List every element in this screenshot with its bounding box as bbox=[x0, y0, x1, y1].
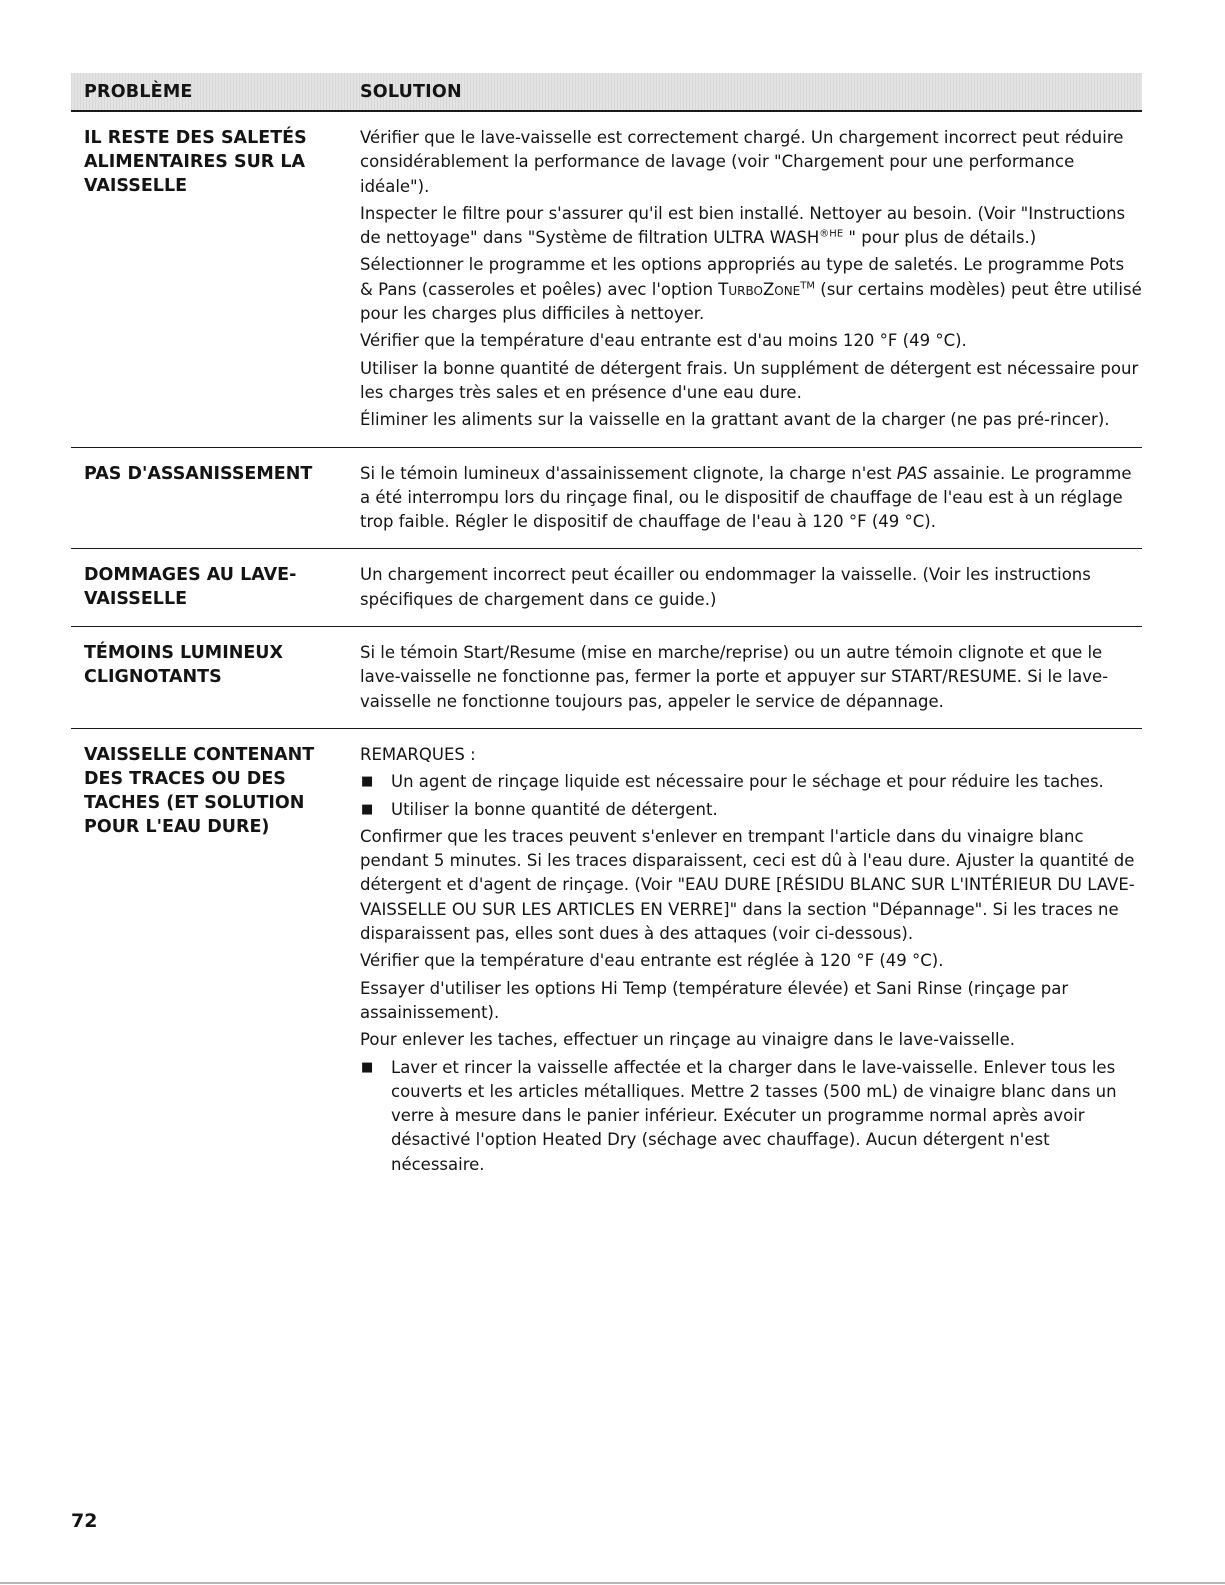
table-row bbox=[71, 112, 1142, 448]
header-problem: PROBLÈME bbox=[84, 81, 193, 102]
solution-text bbox=[360, 462, 1142, 536]
square-bullet-icon: ■ bbox=[361, 774, 374, 790]
solution-paragraph: Inspecter le filtre pour s'assurer qu'il est bien installé. Nettoyer au besoin. (Voir "Instructions de nettoyage" dans "Système de filtration ULTRA $WASH^{®HE}$ " pour plus de détails.) bbox=[360, 203, 1126, 248]
solution-paragraph: Si le témoin Start/Resume (mise en marche/reprise) ou un autre témoin clignote et que le lave-vaisselle ne fonctionne pas, fermer la porte et appuyer sur START/RESUME. Si le lave-vaisselle ne fonctionne toujours pas, appeler le service de dépannage. bbox=[360, 643, 1109, 711]
solution-text bbox=[360, 126, 1142, 434]
list-item: ■ Laver et rincer la vaisselle affectée et la charger dans le lave-vaisselle. Enlever tous les couverts et les articles métalliques. Mettre 2 tasses (500 mL) de vinaigre blanc dans un verre à mesure dans le panier inférieur. Exécuter un programme normal après avoir désactivé l'option Heated Dry (séchage avec chauffage). Aucun détergent n'est nécessaire. bbox=[360, 1056, 1142, 1177]
solution-paragraph: Vérifier que le lave-vaisselle est correctement chargé. Un chargement incorrect peut réduire considérablement la performance de lavage (voir "Chargement pour une performance idéale"). bbox=[360, 128, 1124, 196]
solution-paragraph: Confirmer que les traces peuvent s'enlever en trempant l'article dans du vinaigre blanc pendant 5 minutes. Si les traces disparaissent, ceci est dû à l'eau dure. Ajuster la quantité de détergent et d'agent de rinçage. (Voir "EAU DURE [RÉSIDU BLANC SUR L'INTÉRIEUR DU LAVE-VAISSELLE OU SUR LES ARTICLES EN VERRE]" dans la section "Dépannage". Si les traces ne disparaissent pas, elles sont dues à des attaques (voir ci-dessous). bbox=[360, 826, 1135, 944]
table-row bbox=[71, 729, 1142, 1193]
list-item: ■ Utiliser la bonne quantité de détergent. bbox=[360, 798, 1142, 822]
solution-paragraph: Sélectionner le programme et les options appropriés au type de saletés. Le programme Pots & Pans (casseroles et poêles) avec l'option TurboZone™ (sur certains modèles) peut être utilisé pour les charges plus difficiles à nettoyer. bbox=[360, 255, 1142, 324]
solution-text bbox=[360, 641, 1142, 715]
troubleshooting-table bbox=[71, 73, 1142, 1193]
solution-paragraph: Pour enlever les taches, effectuer un rinçage au vinaigre dans le lave-vaisselle. bbox=[360, 1030, 1016, 1050]
solution-paragraph: Si le témoin lumineux d'assainissement clignote, la charge n'est PAS assainie. Le programme a été interrompu lors du rinçage final, ou le dispositif de chauffage de l'eau est à un réglage trop faible. Régler le dispositif de chauffage de l'eau à 120 °F (49 °C). bbox=[360, 463, 1132, 532]
problem-label: IL RESTE DES SALETÉS ALIMENTAIRES SUR LA VAISSELLE bbox=[84, 128, 307, 196]
table-row bbox=[71, 448, 1142, 550]
solution-paragraph: Essayer d'utiliser les options Hi Temp (température élevée) et Sani Rinse (rinçage par assainissement). bbox=[360, 978, 1069, 1022]
solution-paragraph: Vérifier que la température d'eau entrante est réglée à 120 °F (49 °C). bbox=[360, 951, 944, 971]
problem-label: TÉMOINS LUMINEUX CLIGNOTANTS bbox=[84, 643, 284, 688]
remarks-heading: REMARQUES : bbox=[360, 744, 476, 764]
problem-label: VAISSELLE CONTENANT DES TRACES OU DES TACHES (ET SOLUTION POUR L'EAU DURE) bbox=[84, 744, 315, 837]
table-row bbox=[71, 549, 1142, 627]
table-row bbox=[71, 627, 1142, 729]
solution-text bbox=[360, 563, 1142, 613]
solution-paragraph: Un chargement incorrect peut écailler ou endommager la vaisselle. (Voir les instructions spécifiques de chargement dans ce guide.) bbox=[360, 565, 1091, 609]
solution-text bbox=[360, 743, 1142, 1180]
list-item: ■ Un agent de rinçage liquide est nécessaire pour le séchage et pour réduire les taches. bbox=[360, 770, 1142, 794]
problem-label: PAS D'ASSANISSEMENT bbox=[84, 463, 313, 484]
square-bullet-icon: ■ bbox=[361, 801, 374, 817]
page-edge-divider bbox=[0, 1582, 1225, 1584]
solution-paragraph: Utiliser la bonne quantité de détergent frais. Un supplément de détergent est nécessaire pour les charges très sales et en présence d'une eau dure. bbox=[360, 358, 1139, 402]
header-solution: SOLUTION bbox=[360, 81, 462, 102]
table-header bbox=[71, 73, 1142, 112]
solution-paragraph: Vérifier que la température d'eau entrante est d'au moins 120 °F (49 °C). bbox=[360, 331, 967, 351]
page-number: 72 bbox=[71, 1510, 98, 1532]
square-bullet-icon: ■ bbox=[361, 1059, 374, 1075]
problem-label: DOMMAGES AU LAVE- VAISSELLE bbox=[84, 565, 297, 610]
solution-paragraph: Éliminer les aliments sur la vaisselle en la grattant avant de la charger (ne pas pré-rincer). bbox=[360, 410, 1110, 430]
